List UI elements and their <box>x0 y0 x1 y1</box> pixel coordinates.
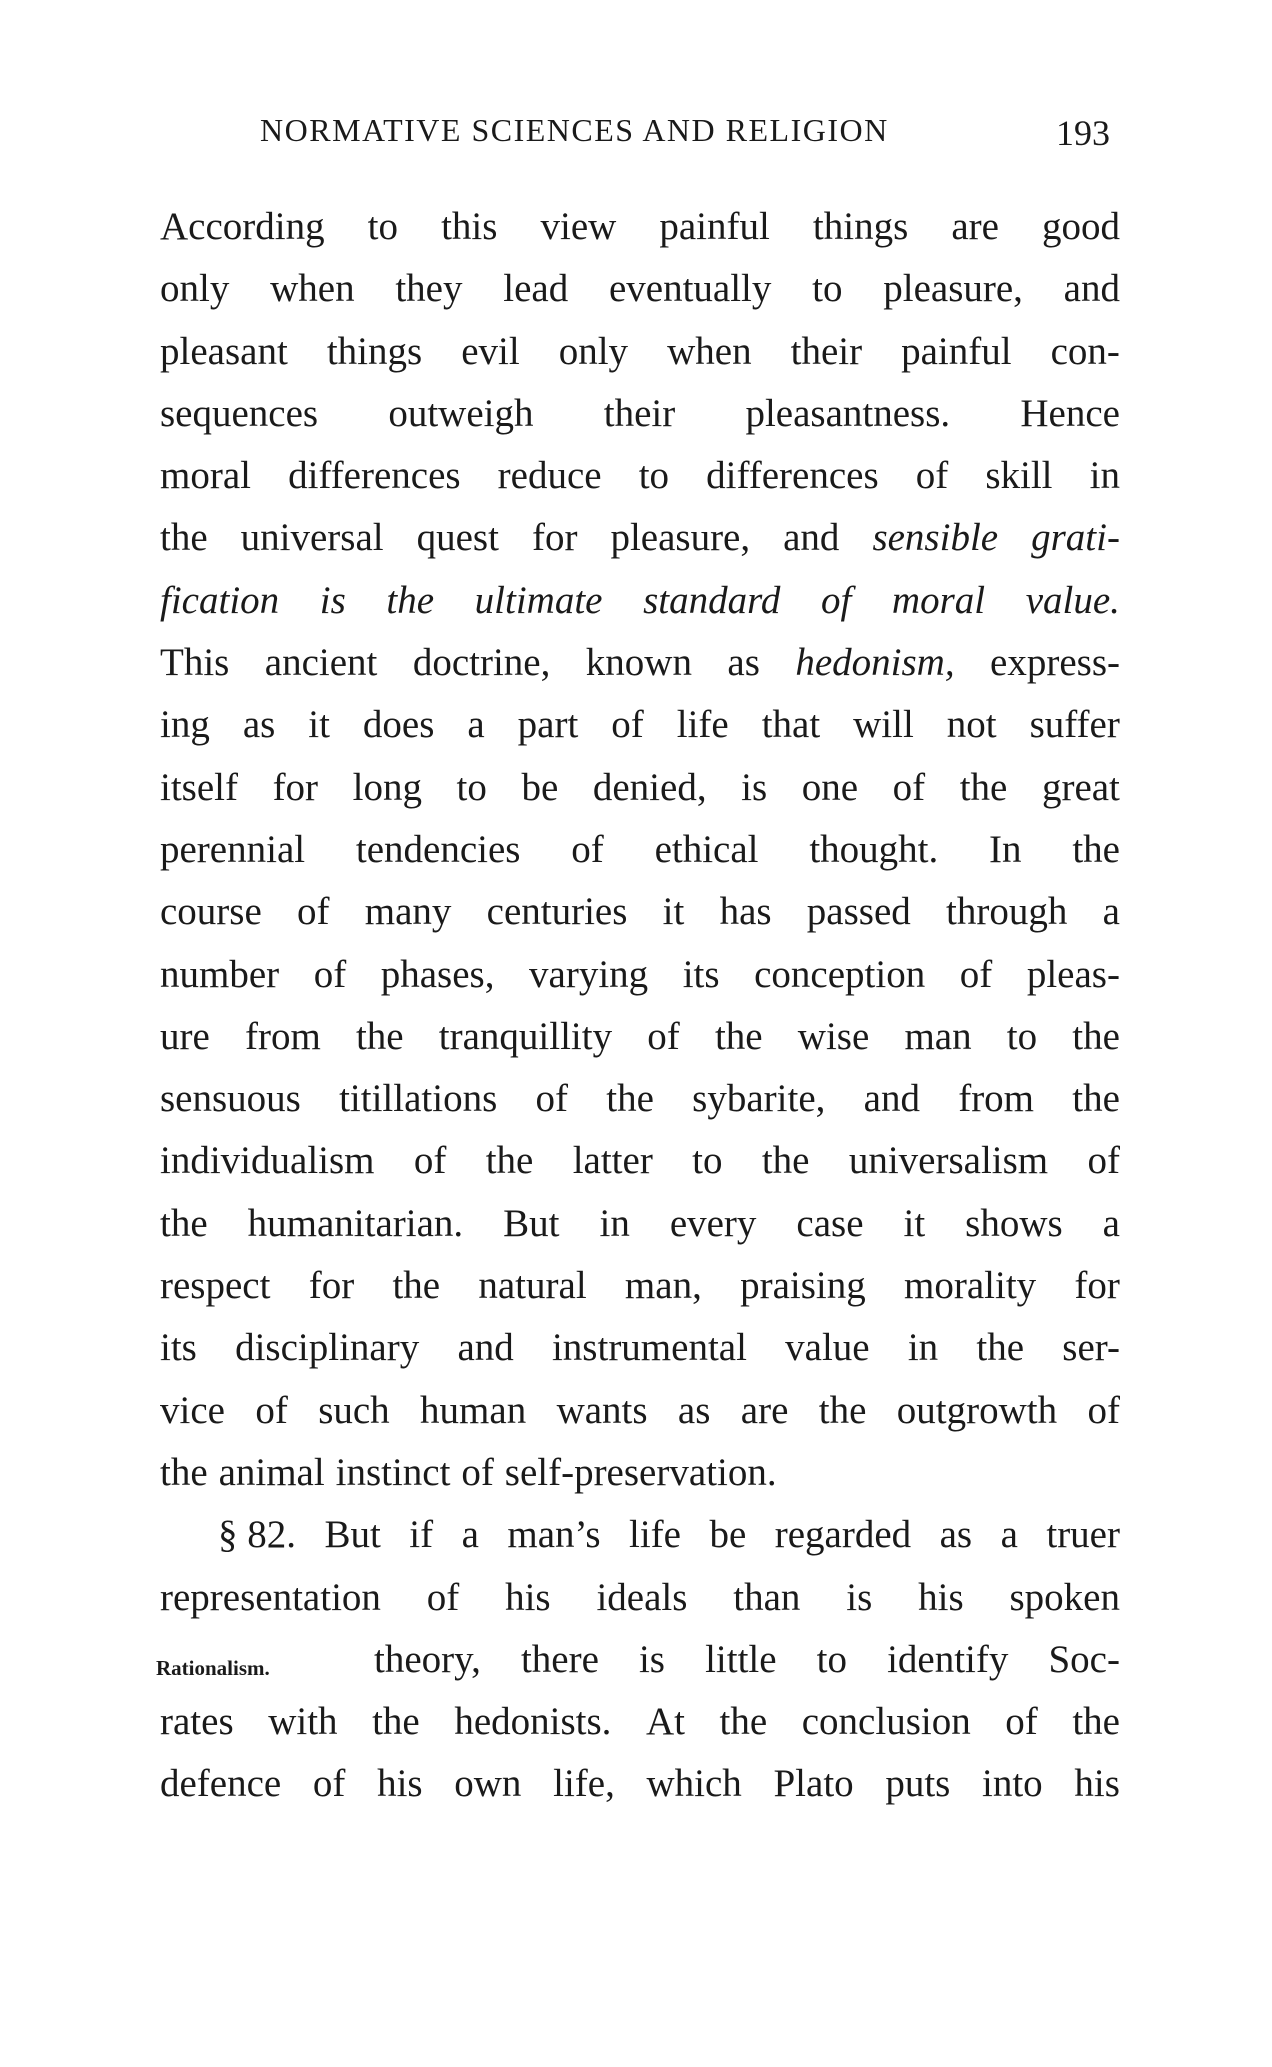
word: Plato <box>773 1762 854 1806</box>
word: respect <box>160 1264 271 1308</box>
word: his <box>918 1575 964 1619</box>
word: the <box>976 1326 1025 1370</box>
word: many <box>364 890 452 934</box>
word: life <box>676 703 729 747</box>
word: does <box>362 703 435 747</box>
word: a <box>461 1513 479 1557</box>
text-line <box>160 1567 1120 1629</box>
word: pleasure, <box>610 516 751 560</box>
word: little <box>705 1637 777 1681</box>
text-line <box>160 321 1120 383</box>
word: things <box>812 205 909 248</box>
word: through <box>946 890 1068 934</box>
word: the <box>386 578 435 622</box>
word: and <box>863 1077 920 1121</box>
word: has <box>719 890 772 934</box>
word: the <box>392 1264 441 1308</box>
word: the <box>1072 827 1120 871</box>
word: But <box>324 1513 381 1557</box>
word: to <box>816 1637 847 1681</box>
word: theory, <box>374 1637 481 1681</box>
word: the <box>1072 1700 1120 1744</box>
page-number: 193 <box>1056 113 1110 153</box>
word: it <box>308 703 330 747</box>
word: with <box>268 1700 338 1744</box>
word: man’s <box>507 1513 601 1557</box>
word: a <box>1102 890 1120 934</box>
word: ser- <box>1062 1326 1120 1370</box>
word: quest <box>416 516 499 560</box>
word: skill <box>985 454 1053 498</box>
word: great <box>1041 765 1120 809</box>
word: there <box>520 1637 599 1681</box>
word: in <box>599 1201 630 1245</box>
word: value <box>785 1326 870 1370</box>
word: At <box>645 1700 685 1744</box>
word: pleas- <box>1026 952 1120 996</box>
word: to <box>638 454 670 498</box>
word: tendencies <box>355 827 521 871</box>
word: express- <box>990 641 1120 685</box>
word: sequences <box>160 391 319 435</box>
word: human <box>420 1388 527 1432</box>
word: humanitarian. <box>247 1201 464 1245</box>
word: natural <box>478 1264 587 1308</box>
word: animal <box>218 1450 325 1494</box>
word: Soc- <box>1048 1637 1120 1681</box>
word: into <box>982 1762 1043 1806</box>
word: § 82. <box>218 1513 296 1557</box>
word: a <box>1102 1201 1120 1245</box>
word: wise <box>797 1014 870 1058</box>
word: in <box>1089 454 1120 498</box>
word: universal <box>240 516 384 560</box>
word: differences <box>288 454 461 498</box>
word: and <box>783 516 840 560</box>
word: grati- <box>1031 516 1120 560</box>
word: shows <box>965 1201 1063 1245</box>
word: ure <box>160 1014 210 1058</box>
word: standard <box>643 578 781 622</box>
word: moral <box>891 578 986 622</box>
text-line <box>160 632 1120 694</box>
word: outgrowth <box>896 1388 1058 1432</box>
text-line <box>160 1380 1120 1442</box>
word: are <box>951 205 999 248</box>
text-line <box>160 445 1120 507</box>
word: his <box>377 1762 423 1806</box>
word: it <box>903 1201 926 1245</box>
word: their <box>790 329 863 373</box>
word: case <box>796 1201 864 1245</box>
word: of <box>313 952 347 996</box>
word: of <box>1005 1700 1038 1744</box>
word: sybarite, <box>692 1077 826 1121</box>
word: than <box>733 1575 801 1619</box>
word: of <box>413 1139 447 1183</box>
word: of <box>915 454 949 498</box>
word: as <box>727 641 760 685</box>
word: rates <box>160 1700 234 1744</box>
word: reduce <box>497 454 602 498</box>
text-line <box>160 1629 1120 1691</box>
word: conception <box>754 952 926 996</box>
word: pleasant <box>160 329 288 373</box>
text-line <box>160 383 1120 445</box>
word: of <box>820 578 852 622</box>
word: be <box>521 765 559 809</box>
word: outweigh <box>388 391 534 435</box>
word: when <box>667 329 752 373</box>
word: perennial <box>160 827 306 871</box>
word: con- <box>1050 329 1120 373</box>
word: is <box>638 1637 665 1681</box>
word: denied, <box>592 765 707 809</box>
word: eventually <box>608 267 772 311</box>
word: latter <box>572 1139 653 1183</box>
word: hedonists. <box>454 1700 612 1744</box>
word: of <box>959 952 993 996</box>
word: ethical <box>654 827 759 871</box>
word: every <box>669 1201 757 1245</box>
word: moral <box>160 454 251 498</box>
word: the <box>160 516 208 560</box>
word: its <box>682 952 720 996</box>
word: to <box>1006 1014 1038 1058</box>
word: man, <box>624 1264 702 1308</box>
text-line <box>160 1130 1120 1192</box>
word: the <box>1072 1077 1120 1121</box>
word: truer <box>1046 1513 1120 1557</box>
word: varying <box>529 952 649 996</box>
word: the <box>355 1014 404 1058</box>
word: the <box>818 1388 867 1432</box>
word: identify <box>887 1637 1009 1681</box>
word: sensible <box>872 516 999 560</box>
word: when <box>270 267 355 311</box>
word: According <box>160 205 325 248</box>
word: as <box>677 1388 711 1432</box>
word: they <box>395 267 463 311</box>
word: pleasure, <box>883 267 1023 311</box>
word: itself <box>160 765 238 809</box>
word: This <box>160 641 230 685</box>
text-line <box>160 258 1120 320</box>
word: his <box>1074 1762 1120 1806</box>
word: man <box>904 1014 972 1058</box>
word: wants <box>556 1388 648 1432</box>
text-line <box>160 1442 1120 1504</box>
word: for <box>531 516 578 560</box>
word: its <box>160 1326 197 1370</box>
word: own <box>454 1762 522 1806</box>
text-line <box>160 944 1120 1006</box>
word: to <box>692 1139 723 1183</box>
word: life, <box>553 1762 615 1806</box>
word: the <box>160 1201 208 1245</box>
word: hedonism, <box>795 641 955 685</box>
word: of <box>1087 1388 1120 1432</box>
word: disciplinary <box>235 1326 420 1370</box>
text-line <box>160 1691 1120 1753</box>
word: phases, <box>380 952 495 996</box>
word: representation <box>160 1575 381 1619</box>
text-line <box>160 1317 1120 1379</box>
text-line <box>160 881 1120 943</box>
word: the <box>719 1700 768 1744</box>
word: of <box>426 1575 460 1619</box>
word: the <box>1072 1014 1120 1058</box>
word: regarded <box>774 1513 912 1557</box>
text-line <box>160 1753 1120 1815</box>
word: of <box>255 1388 288 1432</box>
running-head: NORMATIVE SCIENCES AND RELIGION <box>260 112 889 148</box>
word: of <box>297 890 330 934</box>
word: the <box>485 1139 534 1183</box>
word: a <box>1000 1513 1018 1557</box>
word: morality <box>904 1264 1037 1308</box>
word: if <box>409 1513 434 1557</box>
word: ultimate <box>474 578 603 622</box>
word: the <box>160 1450 208 1494</box>
word: will <box>853 703 914 747</box>
word: the <box>959 765 1008 809</box>
word: titillations <box>339 1077 498 1121</box>
word: for <box>308 1264 355 1308</box>
text-line <box>160 694 1120 756</box>
word: to <box>367 205 399 248</box>
word: self-preservation. <box>504 1450 777 1494</box>
word: is <box>846 1575 873 1619</box>
word: his <box>505 1575 551 1619</box>
word: from <box>958 1077 1035 1121</box>
word: sensuous <box>160 1077 301 1121</box>
word: and <box>1063 267 1120 311</box>
word: suffer <box>1029 703 1120 747</box>
word: individualism <box>160 1139 375 1183</box>
word: ing <box>160 703 210 747</box>
word: which <box>646 1762 742 1806</box>
word: ideals <box>596 1575 688 1619</box>
word: fication <box>160 578 280 622</box>
word: the <box>761 1139 810 1183</box>
text-line <box>160 1255 1120 1317</box>
word: tranquillity <box>438 1014 613 1058</box>
word: of <box>535 1077 569 1121</box>
word: differences <box>706 454 879 498</box>
word: in <box>907 1326 939 1370</box>
word: that <box>761 703 821 747</box>
word: their <box>603 391 676 435</box>
word: defence <box>160 1762 282 1806</box>
word: conclusion <box>801 1700 971 1744</box>
word: are <box>740 1388 789 1432</box>
word: thought. <box>809 827 939 871</box>
word: one <box>801 765 859 809</box>
word: Hence <box>1020 391 1120 435</box>
word: But <box>503 1201 560 1245</box>
word: be <box>709 1513 747 1557</box>
text-line <box>160 1006 1120 1068</box>
word: things <box>326 329 423 373</box>
word: for <box>272 765 319 809</box>
word: long <box>352 765 422 809</box>
word: the <box>714 1014 763 1058</box>
word: not <box>946 703 997 747</box>
word: passed <box>806 890 911 934</box>
word: such <box>318 1388 390 1432</box>
word: number <box>160 952 280 996</box>
word: view <box>540 205 617 248</box>
word: universalism <box>848 1139 1049 1183</box>
word: to <box>812 267 843 311</box>
word: part <box>517 703 579 747</box>
word: of <box>611 703 644 747</box>
word: vice <box>160 1388 225 1432</box>
body-text <box>160 196 1120 1816</box>
word: pleasantness. <box>745 391 951 435</box>
word: painful <box>659 205 770 248</box>
word: only <box>160 267 230 311</box>
word: to <box>456 765 487 809</box>
word: known <box>585 641 692 685</box>
word: and <box>457 1326 514 1370</box>
word: from <box>244 1014 321 1058</box>
word: ancient <box>264 641 378 685</box>
word: for <box>1074 1264 1120 1308</box>
word: the <box>606 1077 654 1121</box>
word: of <box>647 1014 680 1058</box>
word: painful <box>901 329 1012 373</box>
word: of <box>461 1450 494 1494</box>
word: centuries <box>486 890 628 934</box>
word: the <box>372 1700 420 1744</box>
word: instinct <box>335 1450 451 1494</box>
word: is <box>741 765 768 809</box>
text-line <box>160 1193 1120 1255</box>
word: as <box>242 703 276 747</box>
word: only <box>558 329 629 373</box>
page-header <box>240 112 1110 162</box>
word: this <box>441 205 498 248</box>
word: In <box>989 827 1022 871</box>
text-line <box>160 757 1120 819</box>
word: praising <box>740 1264 866 1308</box>
word: a <box>467 703 485 747</box>
word: instrumental <box>551 1326 747 1370</box>
word: is <box>319 578 346 622</box>
word: value. <box>1025 578 1120 622</box>
word: of <box>571 827 604 871</box>
word: of <box>892 765 926 809</box>
margin-note: Rationalism. <box>156 1656 270 1680</box>
text-line <box>160 1504 1120 1566</box>
word: of <box>312 1762 346 1806</box>
word: of <box>1087 1139 1120 1183</box>
text-line <box>160 819 1120 881</box>
word: course <box>160 890 262 934</box>
text-line <box>160 196 1120 258</box>
text-line <box>160 507 1120 569</box>
word: doctrine, <box>412 641 551 685</box>
word: lead <box>503 267 569 311</box>
word: life <box>629 1513 681 1557</box>
word: it <box>662 890 685 934</box>
word: evil <box>461 329 520 373</box>
text-line <box>160 570 1120 632</box>
text-line <box>160 1068 1120 1130</box>
word: puts <box>885 1762 951 1806</box>
word: as <box>939 1513 973 1557</box>
word: spoken <box>1009 1575 1120 1619</box>
word: good <box>1042 205 1120 248</box>
